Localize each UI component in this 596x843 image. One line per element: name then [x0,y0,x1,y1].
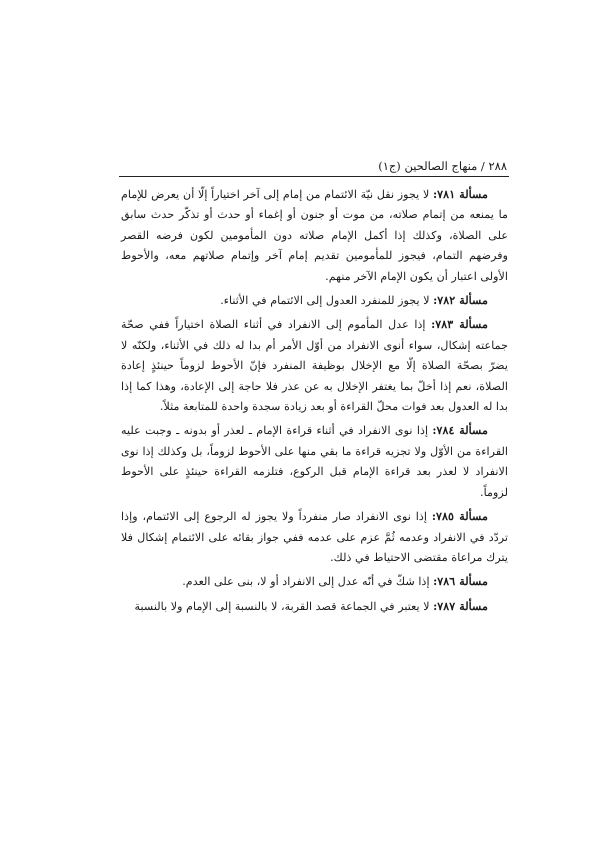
running-header: ٢٨٨ / منهاج الصالحين (ج١) [378,159,507,173]
masala-text: إذا نوى الانفراد صار منفرداً ولا يجوز له الرجوع إلى الائتمام، وإذا تردّد في الانفراد وعدمه ثُمَّ عزم على عدمه ففي جواز بقائه على الائتمام إشكال فلا يترك مراعاة مقتضى الاحتياط في ذلك. [121,510,508,564]
masala-text: إذا عدل المأموم إلى الانفراد في أثناء الصلاة اختياراً ففي صحّة جماعته إشكال، سواء أنوى الانفراد من أوّل الأمر أم بدا له ذلك في الأثناء، ولكنّه لا يضرّ بصحّة الصلاة إلّا مع الإخلال بوظيفة المنفرد فإنّ الأحوط لزوماً حينئذٍ إعادة الصلاة، نعم إذا أخلّ بما يغتفر الإخلال به عن عذر فلا حاجة إلى الإعادة، وهذا كما إذا بدا له العدول بعد فوات محلّ القراءة أو بعد زيادة سجدة واحدة للمتابعة مثلاً. [121,318,508,414]
masala-785 [121,506,508,568]
masala-text: لا يجوز للمنفرد العدول إلى الائتمام في الأثناء. [220,294,434,308]
masala-text: لا يجوز نقل نيّة الائتمام من إمام إلى آخر اختياراً إلّا أن يعرض للإمام ما يمنعه من إتمام صلاته، من موت أو جنون أو إغماء أو حدث أو تذكّر حدث سابق على الصلاة، وكذلك إذا أكمل الإمام صلاته دون المأمومين لكون فرضه القصر وفرضهم التمام، فيجوز للمأمومين تقديم إمام آخر وإتمام صلاتهم معه، والأحوط الأولى اعتبار أن يكون الإمام الآخر منهم. [121,188,508,283]
masala-784 [121,420,508,503]
masala-786 [121,571,508,592]
masala-number: مسألة ٧٨٢: [433,293,488,308]
masala-783 [121,314,508,417]
masala-782 [121,290,508,311]
masala-text: إذا نوى الانفراد في أثناء قراءة الإمام ـ لعذر أو بدونه ـ وجبت عليه القراءة من الأوّل ولا تجزيه قراءة ما بقي منها على الأحوط لزوماً، بل وكذلك إذا نوى الانفراد لا لعذر بعد قراءة الإمام قبل الركوع، فتلزمه القراءة حينئذٍ على الأحوط لزوماً. [121,424,508,499]
masala-number: مسألة ٧٨١: [433,187,489,201]
masala-text: لا يعتبر في الجماعة قصد القربة، لا بالنسبة إلى الإمام ولا بالنسبة [134,599,434,613]
masala-number: مسألة ٧٨٥: [431,509,488,524]
header-rule [119,176,509,177]
masala-number: مسألة ٧٨٤: [432,423,489,438]
masala-781 [121,184,508,287]
masala-text: إذا شكّ في أنّه عدل إلى الانفراد أو لا، بنى على العدم. [182,575,434,589]
masala-787 [121,596,508,617]
masala-number: مسألة ٧٨٦: [433,574,488,589]
masala-number: مسألة ٧٨٧: [433,598,488,613]
page-body [121,184,508,617]
masala-number: مسألة ٧٨٣: [431,317,488,332]
